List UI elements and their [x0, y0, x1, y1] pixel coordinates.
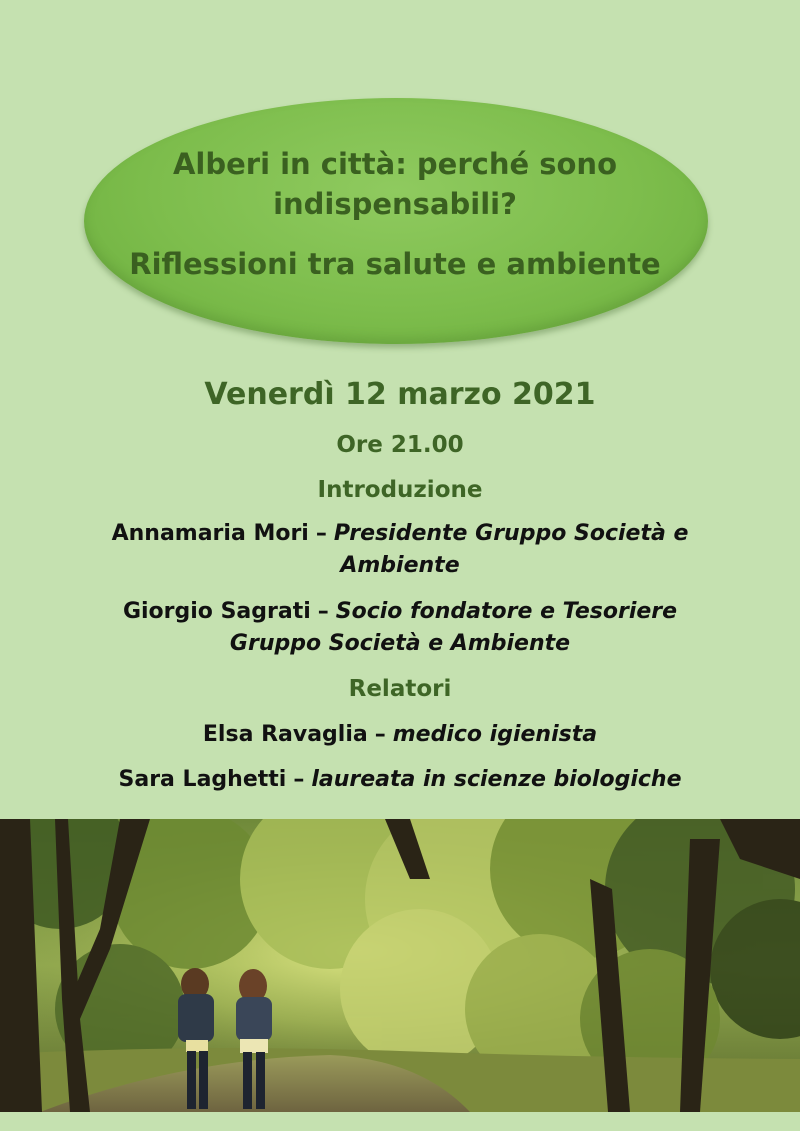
person-name: Giorgio Sagrati [122, 599, 311, 624]
speaker-dash: – [374, 722, 386, 747]
speaker-dash: – [293, 767, 305, 792]
speaker-role: medico igienista [392, 722, 598, 747]
speaker [90, 719, 710, 751]
event-time: Ore 21.00 [336, 432, 464, 458]
speaker-name: Elsa Ravaglia [202, 722, 368, 747]
poster-title: Alberi in città: perché sono indispensabili? [172, 147, 618, 221]
intro-heading: Introduzione [317, 477, 483, 503]
bottom-margin [0, 1112, 800, 1131]
poster-subtitle: Riflessioni tra salute e ambiente [129, 247, 661, 281]
speaker-role: laureata in scienze biologiche [311, 767, 682, 792]
speaker-name: Sara Laghetti [118, 767, 287, 792]
park-photo [0, 819, 800, 1112]
intro-person [90, 596, 710, 660]
person-name: Annamaria Mori [111, 521, 309, 546]
intro-person [90, 518, 710, 582]
person-dash: – [317, 599, 329, 624]
person-role: Presidente Gruppo Società e Ambiente [333, 521, 689, 578]
speakers-heading: Relatori [348, 676, 452, 702]
speaker [90, 764, 710, 796]
person-dash: – [315, 521, 327, 546]
person-role: Socio fondatore e Tesoriere Gruppo Società e Ambiente [229, 599, 678, 656]
event-date: Venerdì 12 marzo 2021 [204, 377, 596, 412]
park-illustration [0, 819, 800, 1112]
